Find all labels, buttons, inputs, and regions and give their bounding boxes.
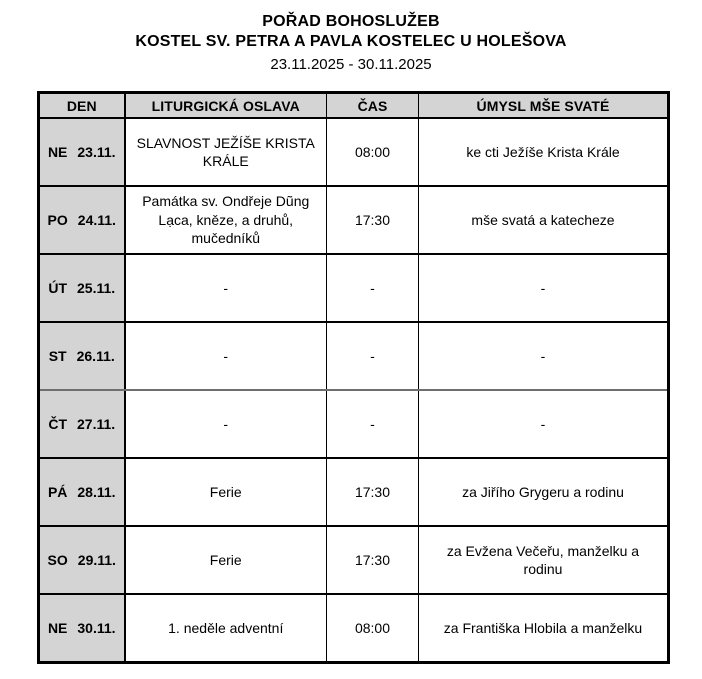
day-date: 27.11. — [77, 416, 116, 433]
col-header-den: DEN — [39, 93, 125, 119]
document-subtitle: KOSTEL SV. PETRA A PAVLA KOSTELEC U HOLEŠOVA — [135, 33, 567, 51]
intention-cell: za Františka Hlobila a manželku — [419, 594, 669, 663]
intention-cell: ke cti Ježíše Krista Krále — [419, 118, 669, 186]
day-date: 23.11. — [77, 144, 116, 161]
table-row — [39, 186, 669, 254]
celebration-cell: Ferie — [125, 526, 327, 594]
col-header-liturgicka-oslava: LITURGICKÁ OSLAVA — [125, 93, 327, 119]
day-abbr: ČT — [48, 416, 67, 433]
celebration-cell: - — [125, 322, 327, 390]
table-row — [39, 458, 669, 526]
table-header-row — [39, 93, 669, 119]
celebration-cell: SLAVNOST JEŽÍŠE KRISTA KRÁLE — [125, 118, 327, 186]
table-row — [39, 322, 669, 390]
time-cell: - — [327, 390, 419, 458]
intention-cell: za Jiřího Grygeru a rodinu — [419, 458, 669, 526]
day-cell — [39, 254, 125, 322]
intention-cell: mše svatá a katecheze — [419, 186, 669, 254]
table-row — [39, 390, 669, 458]
day-cell — [39, 390, 125, 458]
day-date: 24.11. — [77, 212, 116, 229]
time-cell: - — [327, 254, 419, 322]
day-abbr: NE — [47, 620, 68, 637]
time-cell: 08:00 — [327, 118, 419, 186]
col-header-umysl-mse-svate: ÚMYSL MŠE SVATÉ — [419, 93, 669, 119]
date-range: 23.11.2025 - 30.11.2025 — [270, 55, 432, 73]
mass-schedule-table — [37, 91, 670, 664]
day-abbr: ÚT — [48, 280, 67, 297]
document-header — [0, 0, 702, 74]
day-date: 25.11. — [77, 280, 116, 297]
intention-cell: - — [419, 322, 669, 390]
col-header-cas: ČAS — [327, 93, 419, 119]
day-cell — [39, 322, 125, 390]
intention-cell: za Evžena Večeřu, manželku a rodinu — [419, 526, 669, 594]
day-cell — [39, 526, 125, 594]
day-date: 30.11. — [77, 620, 116, 637]
day-cell — [39, 594, 125, 663]
time-cell: 17:30 — [327, 186, 419, 254]
day-abbr: PÁ — [47, 484, 68, 501]
table-row — [39, 526, 669, 594]
celebration-cell: Ferie — [125, 458, 327, 526]
day-date: 28.11. — [77, 484, 116, 501]
intention-cell: - — [419, 390, 669, 458]
time-cell: - — [327, 322, 419, 390]
celebration-cell: 1. neděle adventní — [125, 594, 327, 663]
day-date: 29.11. — [77, 552, 116, 569]
table-row — [39, 254, 669, 322]
day-abbr: ST — [48, 348, 67, 365]
day-cell — [39, 458, 125, 526]
time-cell: 17:30 — [327, 458, 419, 526]
day-abbr: NE — [47, 144, 68, 161]
table-row — [39, 118, 669, 186]
time-cell: 17:30 — [327, 526, 419, 594]
day-abbr: SO — [47, 552, 68, 569]
celebration-cell: Památka sv. Ondřeje Dũng Lạca, kněze, a druhů, mučedníků — [125, 186, 327, 254]
intention-cell: - — [419, 254, 669, 322]
celebration-cell: - — [125, 254, 327, 322]
day-cell — [39, 118, 125, 186]
day-date: 26.11. — [76, 348, 115, 365]
day-cell — [39, 186, 125, 254]
day-abbr: PO — [47, 212, 68, 229]
table-row — [39, 594, 669, 663]
time-cell: 08:00 — [327, 594, 419, 663]
document-title: POŘAD BOHOSLUŽEB — [262, 13, 440, 30]
celebration-cell: - — [125, 390, 327, 458]
